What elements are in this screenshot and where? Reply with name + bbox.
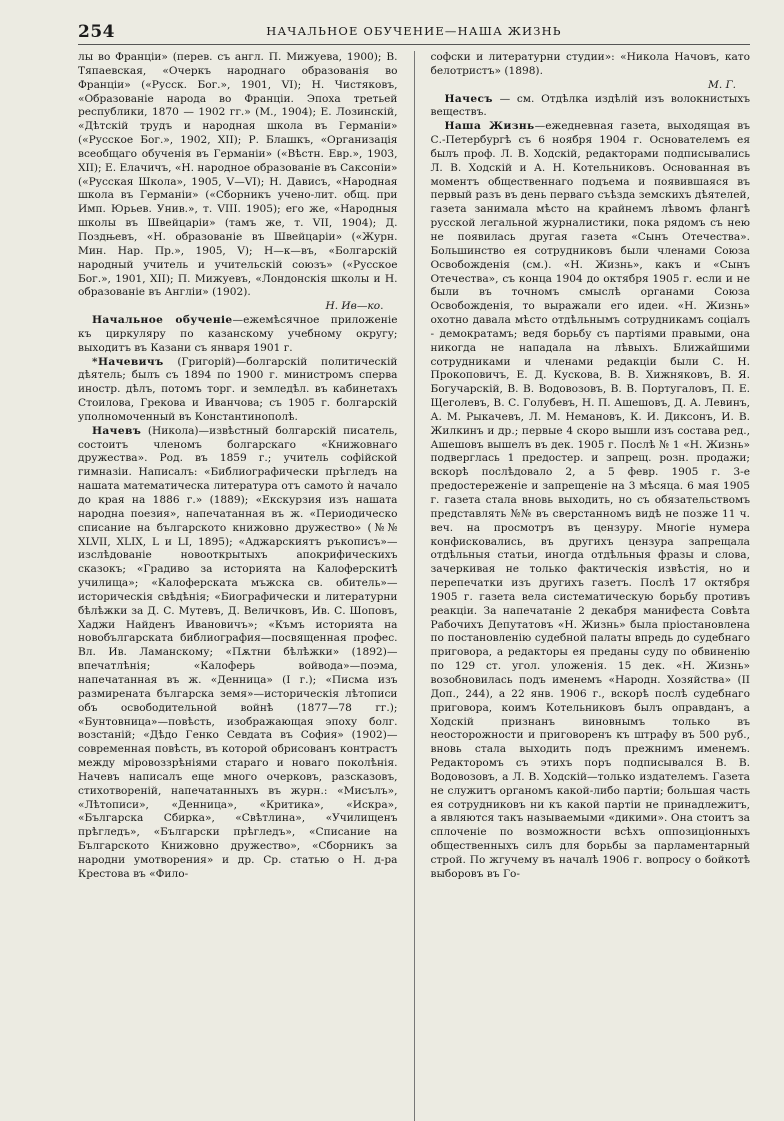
article-text: —ежедневная газета, выходящая въ С.-Петербургѣ съ 6 ноября 1904 г. Основателемъ ея былъ проф. Л. В. Ходскій, редакторами подписывались Л. В. Ходскій и А. Н. Котельниковъ. Основанная въ моментъ общественнаго подъема и появившаяся въ первый разъ въ день перваго съѣзда земскихъ дѣятелей, газета занимала мѣсто на крайнемъ лѣвомъ флангѣ русской легальной журналистики, пока рядомъ съ нею не появилась другая газета «Сынъ Отечества». Большинство ея сотрудниковъ были членами Союза Освобожденія (см.). «Н. Жизнь», какъ и «Сынъ Отечества», съ конца 1904 до октября 1905 г. если и не были въ точномъ смыслѣ органами Союза Освобожденія, то выражали его идеи. «Н. Жизнь» охотно давала мѣсто отдѣльнымъ сотрудникамъ соціалъ - демократамъ; ведя борьбу съ партіями правыми, она никогда не нападала на лѣвыхъ. Ближайшими сотрудниками и членами редакціи были С. Н. Прокоповичъ, Е. Д. Кускова, В. В. Хижняковъ, В. Я. Богучарскій, В. В. Водовозовъ, В. В. Португаловъ, П. Е. Щеголевъ, В. С. Голубевъ, Н. П. Ашешовъ, Д. А. Левинъ, А. М. Рыкачевъ, Л. М. Немановъ, К. И. Диксонъ, И. В. Жилкинъ и др.; первые 4 скоро вышли изъ состава ред., Ашешовъ вышелъ въ дек. 1905 г. Послѣ № 1 «Н. Жизнь» подверглась 1 предостер. и запрещ. розн. продажи; вскорѣ послѣдовало 2, а 5 февр. 1905 г. 3-е предостереженіе и запрещеніе на 3 мѣсяца. 6 мая 1905 г. газета стала вновь выходить, но съ обязательствомъ представлять №№ въ сверстанномъ видѣ не позже 11 ч. веч. на просмотръ въ цензуру. Многіе нумера конфисковались, въ другихъ цензура запрещала отдѣльныя статьи, иногда отдѣльныя фразы и слова, зачеркивая не только фактическія извѣстія, но и перепечатки изъ другихъ газетъ. Послѣ 17 октября 1905 г. газета вела систематическую борьбу противъ реакціи. За напечатаніе 2 декабря манифеста Совѣта Рабочихъ Депутатовъ «Н. Жизнь» была пріостановлена по постановленію судебной палаты впредь до судебнаго приговора, а редакторы ея преданы суду по обвиненію по 129 ст. угол. уложенія. 15 дек. «Н. Жизнь» возобновилась подъ именемъ «Народн. Хозяйства» (II Доп., 244), а 22 янв. 1906 г., вскорѣ послѣ судебнаго приговора, коимъ Котельниковъ былъ оправданъ, а Ходскій признанъ виновнымъ только въ неосторожности и приговоренъ къ штрафу въ 500 руб., вновь стала выходить подъ прежнимъ именемъ. Редакторомъ съ этихъ поръ подписывался В. В. Водовозовъ, а Л. В. Ходскій—только издателемъ. Газета не служитъ органомъ какой-либо партіи; большая часть ея сотрудниковъ ни къ какой партіи не принадлежитъ, а являются такъ называемыми «дикими». Она стоитъ за сплоченіе по возможности всѣхъ оппозиціонныхъ общественныхъ силъ для борьбы за парламентарный строй. По жгучему въ началѣ 1906 г. вопросу о бойкотѣ выборовъ въ Го- xyxy=(430,120,750,880)
article-text: (Никола)—извѣстный болгарскій писатель, состоитъ членомъ болгарскаго «Книжовнаго дружества». Род. въ 1859 г.; учитель софійской гимназіи. Написалъ: «Библиографически прѣгледъ на нашата математическа литература отъ самото ѝ начало до края на 1886 г.» (1889); «Екскурзия изъ нашата народна поезия», напечатанная въ ж. «Периодическо списание на българското книжовно дружество» (№№ XLVII, XLIX, L и LI, 1895); «Аджарскиятъ ръкописъ»—изслѣдованіе новооткрытыхъ апокрифическихъ сказокъ; «Градиво за историята на Калоферскитѣ училища»; «Калоферската мъжска св. обитель»—историческія свѣдѣнія; «Биографически и литературни бѣлѣжки за Д. С. Мутевъ, Д. Величковъ, Ив. С. Шоповъ, Хаджи Найденъ Ивановичъ»; «Къмъ историята на новобългарската библиография—посвященная профес. Вл. Ив. Ламанскому; «Пѫтни бѣлѣжки» (1892)—впечатлѣнія; «Калоферь войвода»—поэма, напечатанная въ ж. «Денница» (I г.); «Писма изъ размирената българска земя»—историческія лѣтописи объ освободительной войнѣ (1877—78 гг.); «Бунтовница»—повѣсть, изображающая эпоху болг. возстаній; «Дѣдо Генко Севдата въ София» (1902)—современная повѣсть, въ которой обрисованъ контрастъ между міровоззрѣніями стараго и новаго поколѣнія. Начевъ написалъ еще много очерковъ, разсказовъ, стихотвореній, напечатанныхъ въ журн.: «Мисълъ», «Лѣтописи», «Денница», «Критика», «Искра», «Българска Сбирка», «Свѣтлина», «Училищенъ прѣгледъ», «Български прѣгледъ», «Списание на Българското Книжовно дружество», «Сборникъ за народни умотворения» и др. Ср. статью о Н. д-ра Крестова въ «Фило- xyxy=(78,424,398,880)
article-text: софски и литературни студии»: «Никола Начовъ, като белотристъ» (1898). xyxy=(430,51,750,77)
right-column xyxy=(431,51,751,1121)
article-entry xyxy=(431,93,751,121)
article-headword: Начесъ xyxy=(444,92,493,105)
article-text: (Григорій)—болгарскій политическій дѣятель; былъ съ 1894 по 1900 г. министромъ сперва иностр. дѣлъ, потомъ торг. и земледѣл. въ кабинетахъ Стоилова, Грекова и Иванчова; съ 1905 г. болгарскій уполномоченный въ Константинополѣ. xyxy=(78,355,398,423)
article-headword: Начальное обученіе xyxy=(92,314,233,327)
text-columns xyxy=(78,51,750,1121)
article-text: лы во Франціи» (перев. съ англ. П. Мижуева, 1900); В. Тяпаевская, «Очеркъ народнаго образованія во Франціи» («Русск. Бог.», 1901, VI); Н. Чистяковъ, «Образованіе народа во Франціи. Эпоха третьей республики, 1870 — 1902 гг.» (М., 1904); Е. Лозинскій, «Дѣтскій трудъ и народная школа въ Германіи» («Русское Бог.», 1902, XII); Р. Блашкъ, «Организація всеобщаго обученія въ Германіи» («Вѣстн. Евр.», 1903, XII); Е. Елачичъ, «Н. народное образованіе въ Саксоніи» («Русская Школа», 1905, V—VI); Н. Дависъ, «Народная школа въ Германіи» («Сборникъ учено-лит. общ. при Имп. Юрьев. Унив.», т. VIII. 1905); его же, «Народныя школы въ Швейцаріи» (тамъ же, т. VII, 1904); Д. Поздњевъ, «Н. образованіе въ Швейцаріи» («Журн. Мин. Нар. Пр.», 1905, V); Н—к—въ, «Болгарскій народный учитель и учительскій союзъ» («Русское Бог.», 1901, XII); П. Мижуевъ, «Лондонскія школы и Н. образованіе въ Англіи» (1902). xyxy=(78,51,398,299)
page-number: 254 xyxy=(78,22,115,42)
article-signature: М. Г. xyxy=(708,78,736,91)
article-signature: Н. Ив—ко. xyxy=(325,300,384,313)
article-entry xyxy=(78,425,398,882)
column-divider xyxy=(414,51,415,1121)
left-column xyxy=(78,51,398,1121)
article-headword: *Начевичъ xyxy=(92,355,164,368)
article-entry xyxy=(431,120,751,881)
article-entry xyxy=(78,314,398,356)
article-entry xyxy=(78,51,398,314)
article-headword: Начевъ xyxy=(92,424,142,437)
article-text: — см. Отдѣлка издѣлій изъ волокнистыхъ веществъ. xyxy=(430,92,750,119)
article-text: —ежемѣсячное приложеніе къ циркуляру по казанскому учебному округу; выходитъ въ Казани съ января 1901 г. xyxy=(78,314,398,354)
running-head: НАЧАЛЬНОЕ ОБУЧЕНИЕ—НАША ЖИЗНЬ xyxy=(266,24,562,38)
article-entry xyxy=(431,51,751,93)
page-header xyxy=(78,22,750,45)
article-entry xyxy=(78,356,398,425)
article-headword: Наша Жизнь xyxy=(444,120,535,133)
